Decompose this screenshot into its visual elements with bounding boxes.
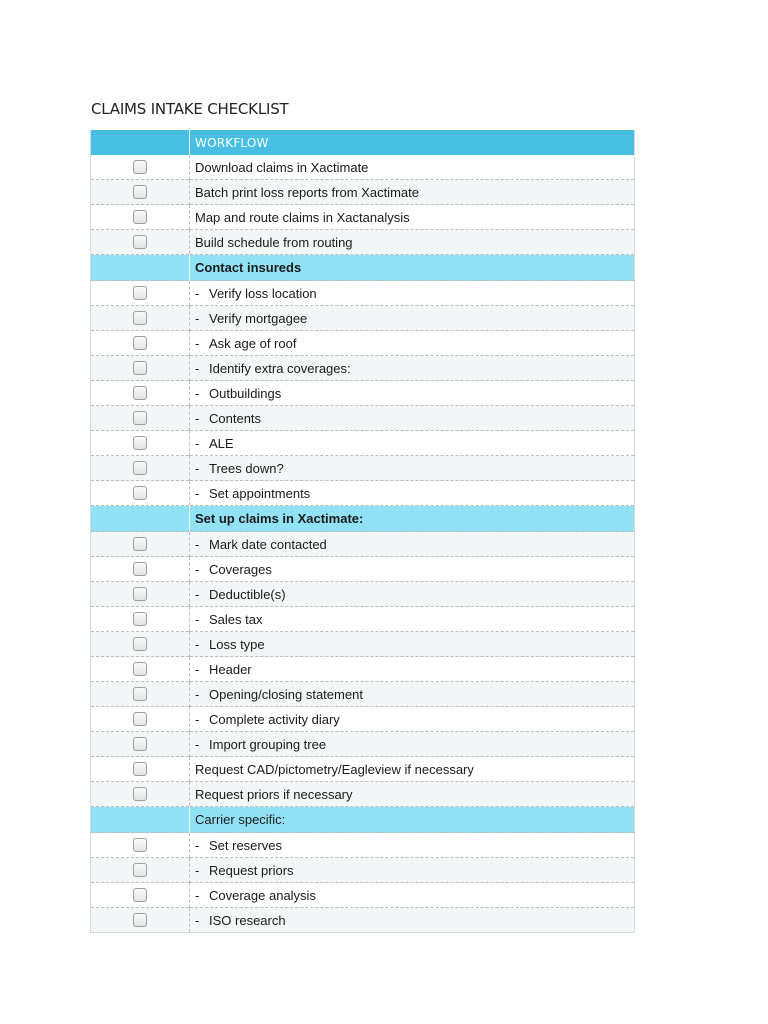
- bullet-dash: -: [195, 586, 200, 602]
- bullet-dash: -: [195, 460, 200, 476]
- task-cell: [190, 657, 635, 682]
- checklist-row: [91, 532, 635, 557]
- checkbox[interactable]: [133, 562, 147, 576]
- checkbox-cell: [91, 582, 190, 607]
- checkbox-cell: [91, 180, 190, 205]
- task-cell: [190, 707, 635, 732]
- task-label: ISO research: [209, 912, 286, 928]
- task-label: Set reserves: [209, 837, 282, 853]
- checkbox-cell: [91, 858, 190, 883]
- checkbox-cell: [91, 406, 190, 431]
- section-title: Contact insureds: [195, 260, 302, 275]
- bullet-dash: -: [195, 536, 200, 552]
- checkbox-cell: [91, 331, 190, 356]
- checkbox-cell: [91, 431, 190, 456]
- task-label: Loss type: [209, 636, 265, 652]
- bullet-dash: -: [195, 887, 200, 903]
- checklist-row: [91, 657, 635, 682]
- checklist-row: [91, 356, 635, 381]
- task-label: Deductible(s): [209, 586, 286, 602]
- task-cell: [190, 782, 635, 807]
- bullet-dash: -: [195, 485, 200, 501]
- checkbox-cell: [91, 757, 190, 782]
- section-title: Carrier specific:: [195, 812, 286, 827]
- task-cell: [190, 456, 635, 481]
- checkbox-cell: [91, 833, 190, 858]
- checkbox[interactable]: [133, 436, 147, 450]
- task-label: Opening/closing statement: [209, 686, 363, 702]
- checkbox[interactable]: [133, 411, 147, 425]
- bullet-dash: -: [195, 837, 200, 853]
- task-cell: [190, 732, 635, 757]
- checkbox[interactable]: [133, 210, 147, 224]
- checkbox[interactable]: [133, 185, 147, 199]
- bullet-dash: -: [195, 285, 200, 301]
- task-label: Request CAD/pictometry/Eagleview if necessary: [195, 761, 474, 777]
- task-cell: [190, 757, 635, 782]
- checkbox[interactable]: [133, 311, 147, 325]
- checklist-row: [91, 205, 635, 230]
- task-cell: [190, 281, 635, 306]
- checklist-row: [91, 230, 635, 255]
- checklist-row: [91, 481, 635, 506]
- checkbox[interactable]: [133, 637, 147, 651]
- checklist-row: [91, 557, 635, 582]
- task-label: Build schedule from routing: [195, 234, 353, 250]
- bullet-dash: -: [195, 686, 200, 702]
- checkbox-cell: [91, 657, 190, 682]
- task-label: Outbuildings: [209, 385, 282, 401]
- checkbox-cell: [91, 607, 190, 632]
- task-label: Sales tax: [209, 611, 263, 627]
- bullet-dash: -: [195, 385, 200, 401]
- task-cell: [190, 155, 635, 180]
- section-header-row: [91, 807, 635, 833]
- checkbox-cell: [91, 381, 190, 406]
- section-header-row: [91, 255, 635, 281]
- checkbox-cell: [91, 306, 190, 331]
- checklist-row: [91, 732, 635, 757]
- checkbox-cell: [91, 532, 190, 557]
- task-cell: [190, 481, 635, 506]
- section-check-cell: [91, 807, 190, 833]
- task-label: Map and route claims in Xactanalysis: [195, 209, 410, 225]
- checkbox-cell: [91, 732, 190, 757]
- task-label: ALE: [209, 435, 234, 451]
- checklist-row: [91, 456, 635, 481]
- checkbox-cell: [91, 205, 190, 230]
- task-cell: [190, 582, 635, 607]
- checklist-row: [91, 607, 635, 632]
- checkbox[interactable]: [133, 587, 147, 601]
- checkbox-cell: [91, 908, 190, 933]
- checkbox[interactable]: [133, 787, 147, 801]
- task-label: Trees down?: [209, 460, 284, 476]
- checkbox-cell: [91, 707, 190, 732]
- task-cell: [190, 180, 635, 205]
- checklist-row: [91, 306, 635, 331]
- checklist-row: [91, 180, 635, 205]
- bullet-dash: -: [195, 310, 200, 326]
- bullet-dash: -: [195, 611, 200, 627]
- task-label: Coverage analysis: [209, 887, 316, 903]
- checkbox[interactable]: [133, 235, 147, 249]
- checkbox-cell: [91, 456, 190, 481]
- task-cell: [190, 833, 635, 858]
- checklist-row: [91, 883, 635, 908]
- checklist-row: [91, 782, 635, 807]
- bullet-dash: -: [195, 410, 200, 426]
- task-label: Request priors: [209, 862, 294, 878]
- task-label: Verify mortgagee: [209, 310, 308, 326]
- task-cell: [190, 431, 635, 456]
- task-label: Coverages: [209, 561, 272, 577]
- checkbox-cell: [91, 883, 190, 908]
- checklist-row: [91, 281, 635, 306]
- bullet-dash: -: [195, 360, 200, 376]
- task-label: Import grouping tree: [209, 736, 327, 752]
- checkbox[interactable]: [133, 863, 147, 877]
- task-cell: [190, 532, 635, 557]
- task-label: Request priors if necessary: [195, 786, 353, 802]
- checkbox[interactable]: [133, 361, 147, 375]
- checklist-row: [91, 406, 635, 431]
- section-title: Set up claims in Xactimate:: [195, 511, 364, 526]
- checklist-body: [91, 155, 635, 933]
- task-cell: [190, 306, 635, 331]
- task-label: Mark date contacted: [209, 536, 327, 552]
- task-label: Set appointments: [209, 485, 311, 501]
- bullet-dash: -: [195, 862, 200, 878]
- checkbox[interactable]: [133, 160, 147, 174]
- checkbox-cell: [91, 632, 190, 657]
- checklist-row: [91, 582, 635, 607]
- checkbox-cell: [91, 281, 190, 306]
- section-header-row: [91, 506, 635, 532]
- task-label: Ask age of roof: [209, 335, 297, 351]
- section-title-cell: [190, 506, 635, 532]
- task-cell: [190, 331, 635, 356]
- section-check-cell: [91, 255, 190, 281]
- checkbox[interactable]: [133, 762, 147, 776]
- page-title: CLAIMS INTAKE CHECKLIST: [91, 100, 289, 118]
- bullet-dash: -: [195, 661, 200, 677]
- checklist-row: [91, 381, 635, 406]
- checklist-row: [91, 858, 635, 883]
- table-header-row: [91, 130, 635, 155]
- task-label: Batch print loss reports from Xactimate: [195, 184, 419, 200]
- checklist-table: [90, 130, 635, 933]
- checklist-row: [91, 155, 635, 180]
- section-check-cell: [91, 506, 190, 532]
- checkbox[interactable]: [133, 336, 147, 350]
- bullet-dash: -: [195, 636, 200, 652]
- task-label: Complete activity diary: [209, 711, 340, 727]
- bullet-dash: -: [195, 561, 200, 577]
- checkbox-cell: [91, 230, 190, 255]
- checkbox[interactable]: [133, 612, 147, 626]
- checkbox-cell: [91, 481, 190, 506]
- checklist-row: [91, 431, 635, 456]
- bullet-dash: -: [195, 335, 200, 351]
- checkbox[interactable]: [133, 386, 147, 400]
- bullet-dash: -: [195, 711, 200, 727]
- checklist-row: [91, 707, 635, 732]
- checklist-row: [91, 331, 635, 356]
- task-cell: [190, 682, 635, 707]
- checkbox[interactable]: [133, 286, 147, 300]
- checkbox-cell: [91, 356, 190, 381]
- task-cell: [190, 607, 635, 632]
- checkbox[interactable]: [133, 662, 147, 676]
- task-label: Contents: [209, 410, 262, 426]
- checklist-row: [91, 682, 635, 707]
- task-label: Header: [209, 661, 252, 677]
- task-cell: [190, 356, 635, 381]
- task-label: Identify extra coverages:: [209, 360, 351, 376]
- task-cell: [190, 381, 635, 406]
- checkbox[interactable]: [133, 737, 147, 751]
- task-cell: [190, 908, 635, 933]
- task-label: Verify loss location: [209, 285, 317, 301]
- bullet-dash: -: [195, 435, 200, 451]
- checkbox[interactable]: [133, 687, 147, 701]
- task-cell: [190, 230, 635, 255]
- task-cell: [190, 205, 635, 230]
- checkbox-cell: [91, 782, 190, 807]
- task-cell: [190, 557, 635, 582]
- checkbox[interactable]: [133, 913, 147, 927]
- task-cell: [190, 632, 635, 657]
- checkbox[interactable]: [133, 537, 147, 551]
- checkbox[interactable]: [133, 486, 147, 500]
- task-cell: [190, 883, 635, 908]
- checklist-row: [91, 757, 635, 782]
- checkbox[interactable]: [133, 838, 147, 852]
- checklist-row: [91, 833, 635, 858]
- bullet-dash: -: [195, 736, 200, 752]
- workflow-column-header: WORKFLOW: [190, 130, 635, 155]
- checkbox[interactable]: [133, 461, 147, 475]
- task-cell: [190, 858, 635, 883]
- checklist-row: [91, 908, 635, 933]
- checklist-row: [91, 632, 635, 657]
- check-column-header: [91, 130, 190, 155]
- section-title-cell: [190, 807, 635, 833]
- checkbox[interactable]: [133, 888, 147, 902]
- section-title-cell: [190, 255, 635, 281]
- bullet-dash: -: [195, 912, 200, 928]
- task-cell: [190, 406, 635, 431]
- checkbox-cell: [91, 682, 190, 707]
- checkbox-cell: [91, 155, 190, 180]
- task-label: Download claims in Xactimate: [195, 159, 369, 175]
- checkbox-cell: [91, 557, 190, 582]
- checkbox[interactable]: [133, 712, 147, 726]
